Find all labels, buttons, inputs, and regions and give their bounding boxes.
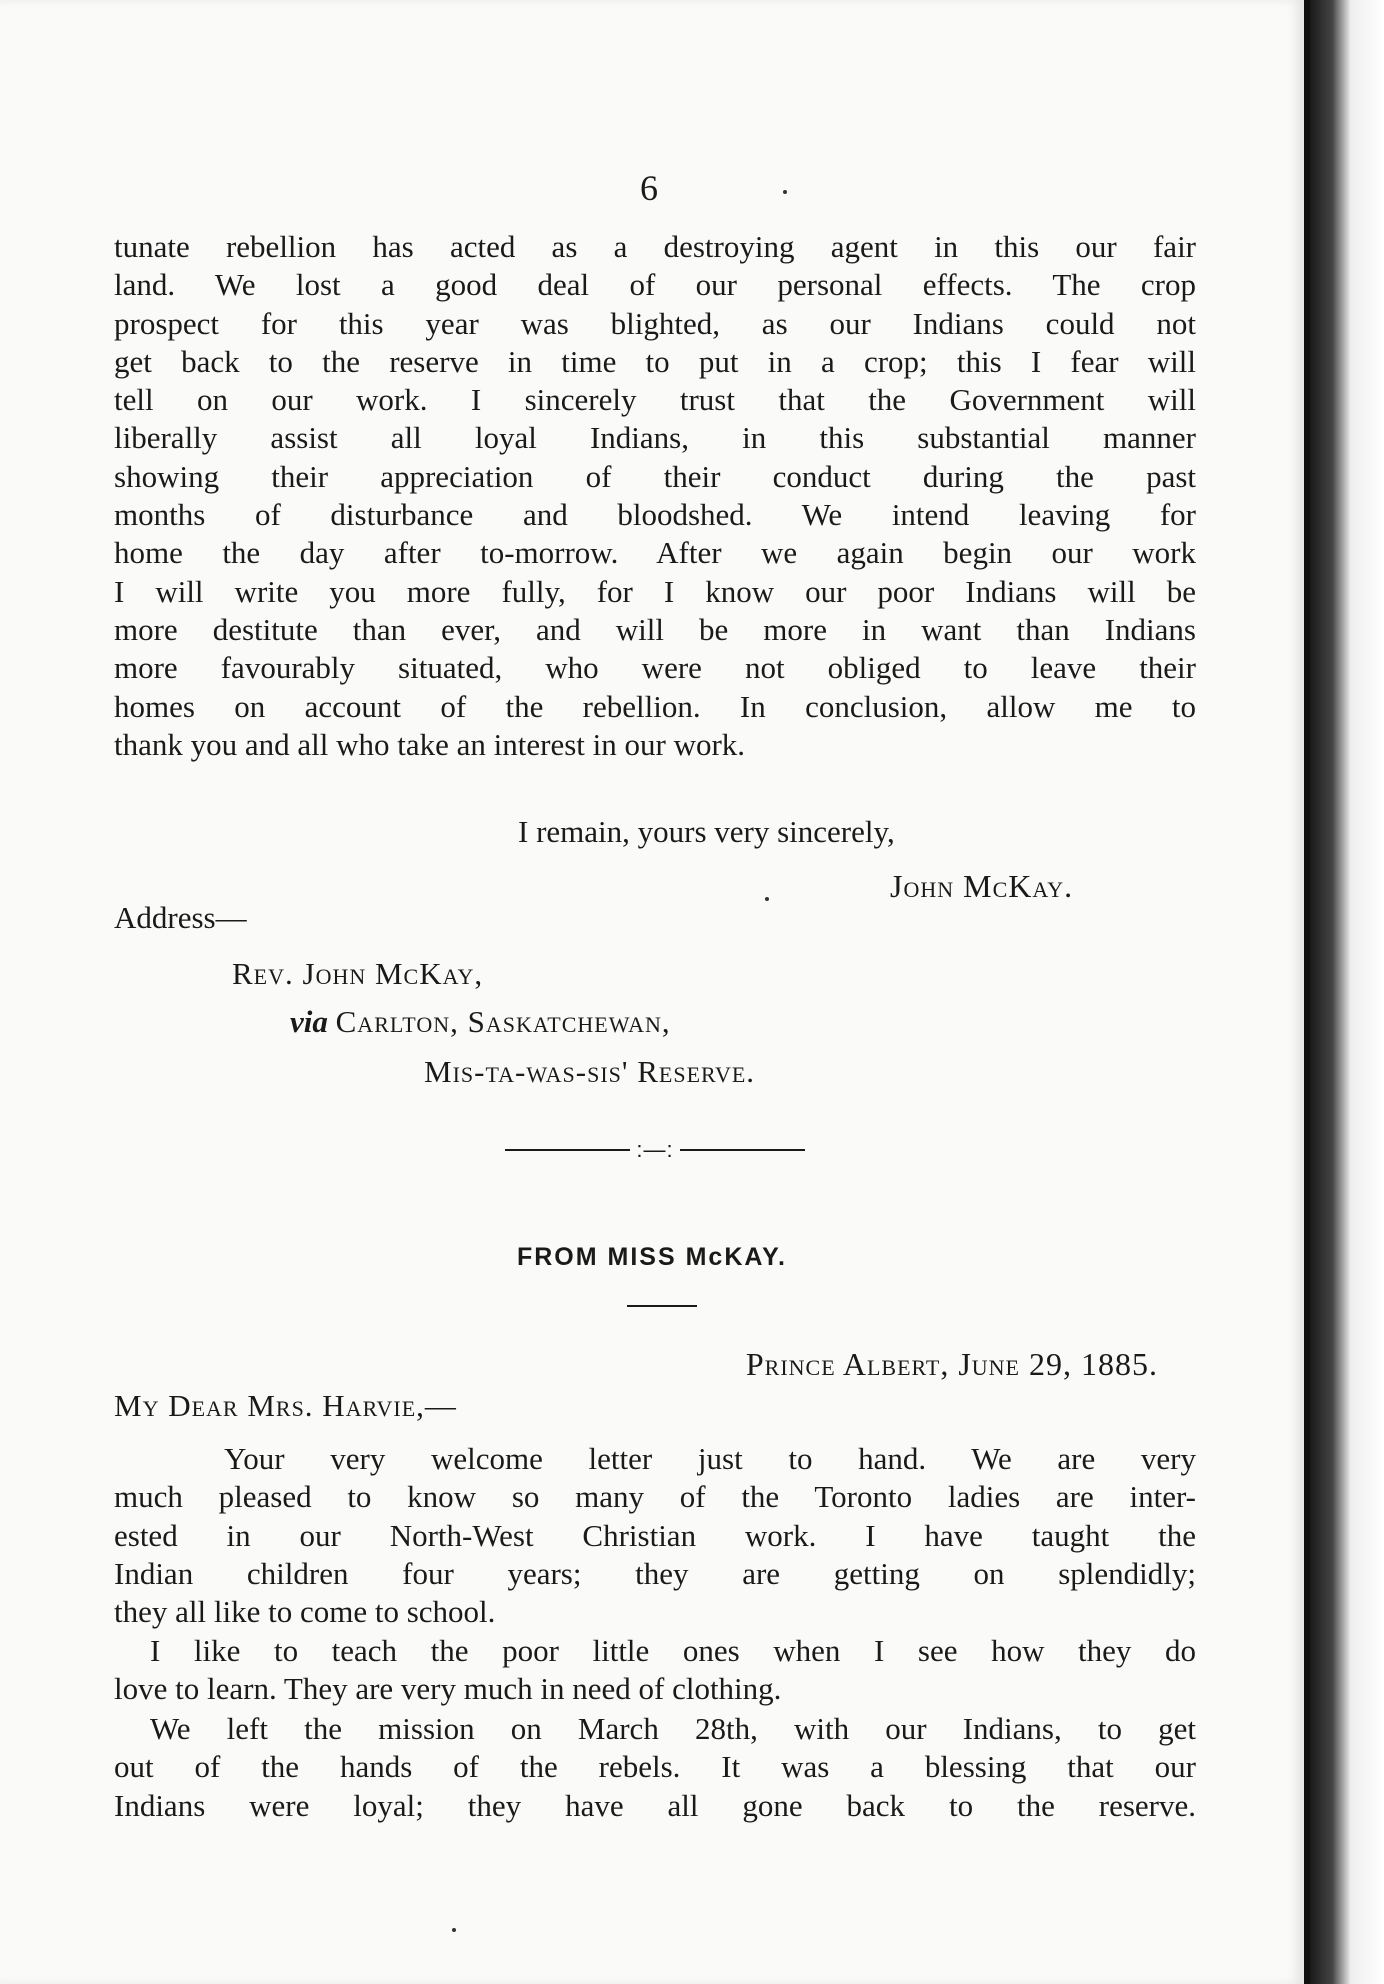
body-line: Indians were loyal; they have all gone back to the reserve.	[114, 1787, 1196, 1823]
letter-two-paragraph	[114, 1440, 1196, 1631]
section-divider	[505, 1137, 805, 1162]
letter-closing: I remain, yours very sincerely,	[518, 814, 895, 849]
address-via-word: via	[290, 1004, 328, 1039]
address-line-reserve: Mis-ta-was-sis' Reserve.	[424, 1054, 756, 1089]
body-line: liberally assist all loyal Indians, in this substantial manner	[114, 420, 1196, 456]
body-line: homes on account of the rebellion. In conclusion, allow me to	[114, 688, 1196, 724]
divider-rule-left	[505, 1149, 630, 1151]
address-place: Carlton, Saskatchewan,	[335, 1004, 671, 1039]
body-line: months of disturbance and bloodshed. We intend leaving for	[114, 497, 1196, 533]
body-line: thank you and all who take an interest in our work.	[114, 726, 746, 762]
body-line: tell on our work. I sincerely trust that the Government will	[114, 382, 1196, 418]
book-spine-edge	[1310, 0, 1384, 1984]
body-line: prospect for this year was blighted, as our Indians could not	[114, 305, 1196, 341]
divider-ornament-mark: :—:	[636, 1137, 674, 1162]
body-line: I like to teach the poor little ones when I see how they do	[150, 1633, 1196, 1668]
letter-dateline: Prince Albert, June 29, 1885.	[745, 1346, 1158, 1382]
divider-rule-right	[680, 1149, 805, 1151]
heading-rule	[627, 1305, 697, 1307]
letter-salutation: My Dear Mrs. Harvie,—	[114, 1388, 457, 1423]
body-line: get back to the reserve in time to put in a crop; this I fear will	[114, 343, 1196, 379]
print-speck	[765, 897, 769, 901]
body-line: they all like to come to school.	[114, 1594, 496, 1630]
address-line-name: Rev. John McKay,	[232, 956, 484, 991]
body-line: Indian children four years; they are getting on splendidly;	[114, 1555, 1196, 1591]
letter-two-paragraph	[114, 1710, 1196, 1825]
print-speck	[783, 190, 787, 194]
body-line: Your very welcome letter just to hand. We are very	[224, 1441, 1196, 1476]
address-line-via	[290, 1004, 671, 1040]
page-number: 6	[640, 168, 658, 208]
body-line: showing their appreciation of their conduct during the past	[114, 458, 1196, 494]
body-line: much pleased to know so many of the Toronto ladies are inter-	[114, 1479, 1196, 1515]
letter-two-paragraph	[114, 1632, 1196, 1709]
body-line: love to learn. They are very much in need of clothing.	[114, 1671, 782, 1707]
section-heading: FROM MISS McKAY.	[516, 1243, 787, 1271]
body-line: more favourably situated, who were not obliged to leave their	[114, 650, 1196, 686]
letter-signature: John McKay.	[890, 868, 1074, 904]
print-speck	[452, 1928, 456, 1932]
body-line: out of the hands of the rebels. It was a blessing that our	[114, 1749, 1196, 1785]
address-label: Address—	[114, 900, 247, 935]
body-line: home the day after to-morrow. After we again begin our work	[114, 535, 1196, 571]
body-line: ested in our North-West Christian work. I have taught the	[114, 1517, 1196, 1553]
body-line: more destitute than ever, and will be more in want than Indians	[114, 611, 1196, 647]
body-line: I will write you more fully, for I know our poor Indians will be	[114, 573, 1196, 609]
body-line: land. We lost a good deal of our personal effects. The crop	[114, 267, 1196, 303]
body-line: We left the mission on March 28th, with our Indians, to get	[150, 1711, 1196, 1746]
body-line: tunate rebellion has acted as a destroying agent in this our fair	[114, 229, 1196, 264]
letter-one-body	[114, 228, 1196, 764]
